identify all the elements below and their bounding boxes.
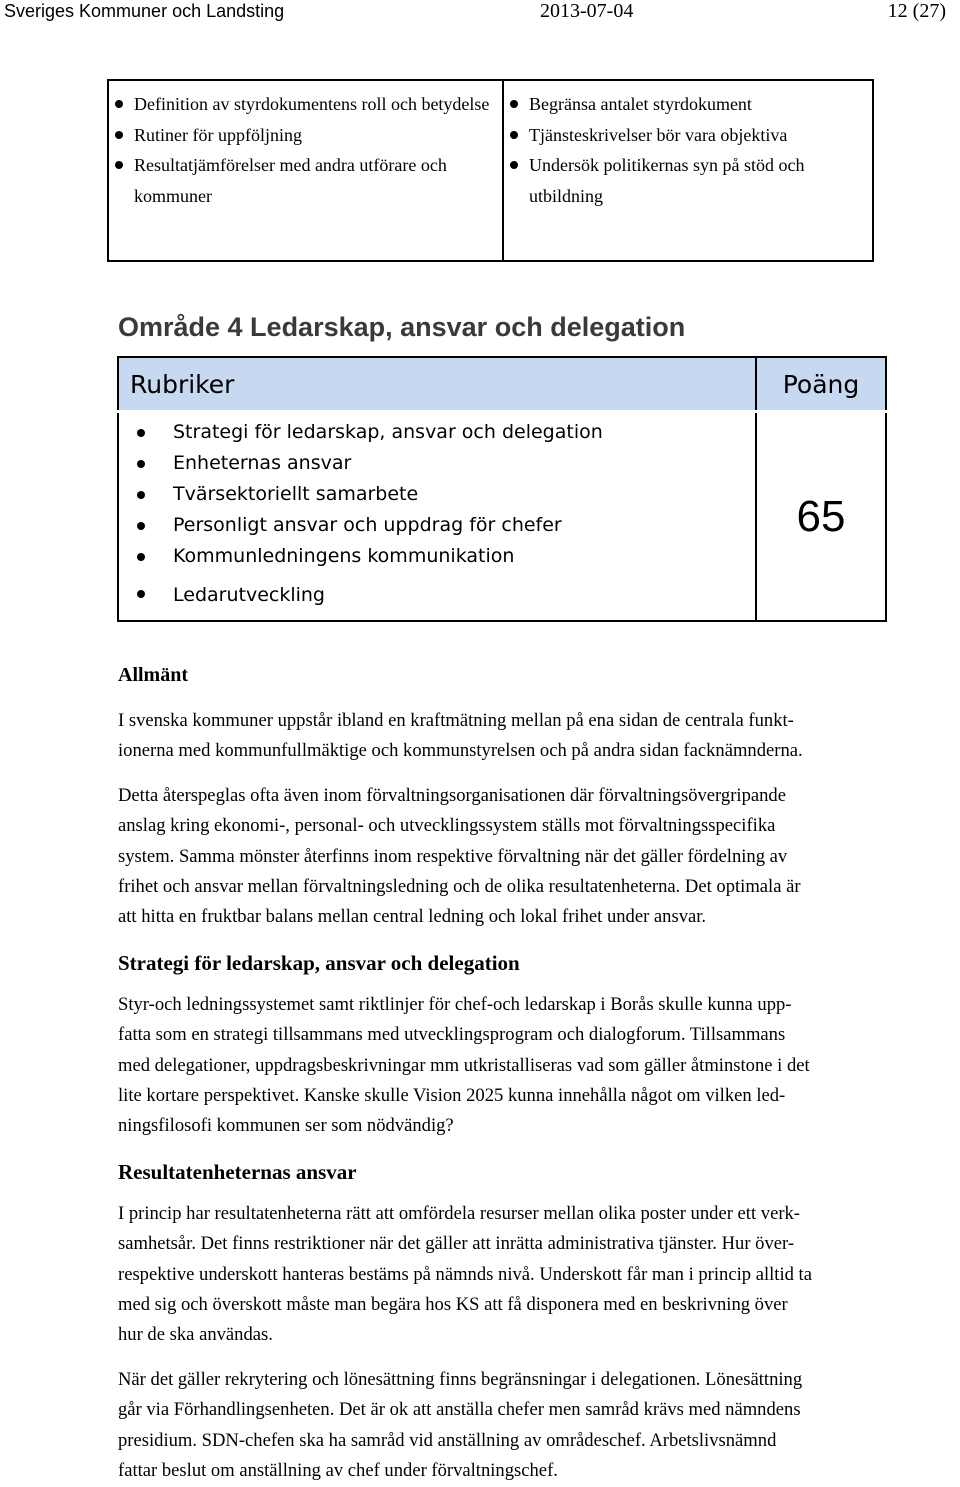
score-value: 65	[756, 412, 886, 622]
text-line: att hitta en fruktbar balans mellan central ledning och lokal frihet under ansvar.	[118, 906, 707, 928]
text-line: med sig och överskott måste man begära hos KS att få disponera med en beskrivning över	[118, 1293, 788, 1315]
list-item: Undersök politikernas syn på stöd och utbildning	[504, 150, 866, 211]
list-item: Tjänsteskrivelser bör vara objektiva	[504, 120, 866, 151]
text-line: ionerna med kommunfullmäktige och kommunstyrelsen och på andra sidan facknämnderna.	[118, 740, 803, 762]
text-line: presidium. SDN-chefen ska ha samråd vid anställning av områdeschef. Arbetslivsnämnd	[118, 1429, 777, 1451]
list-item: Begränsa antalet styrdokument	[504, 89, 866, 120]
text-line: Styr-och ledningssystemet samt riktlinjer för chef-och ledarskap i Borås skulle kunna upp-	[118, 994, 792, 1015]
text-line: ningsfilosofi kommunen ser som nödvändig?	[118, 1115, 454, 1137]
rubriker-header: Rubriker	[118, 357, 756, 412]
heading-allmant: Allmänt	[118, 664, 188, 686]
heading-resultatenheter	[118, 1160, 357, 1185]
poang-header: Poäng	[756, 357, 886, 412]
text-line: I svenska kommuner uppstår ibland en kraftmätning mellan på ena sidan de centrala funkt-	[118, 710, 794, 731]
heading-strategi: Strategi för ledarskap, ansvar och delegation	[118, 951, 520, 975]
text-line: frihet och ansvar mellan förvaltningsledning och de olika resultatenheterna. Det optimala är	[118, 875, 801, 897]
text-line: I princip har resultatenheterna rätt att omfördela resurser mellan olika poster under ett verk-	[118, 1203, 801, 1224]
rubriker-list-cell	[118, 412, 756, 622]
list-item: Rutiner för uppföljning	[109, 120, 496, 151]
recommendations-left-cell	[108, 80, 503, 261]
text-line: hur de ska användas.	[118, 1324, 273, 1346]
text-line: samhetsår. Det finns restriktioner när det gäller att inrätta administrativa tjänster. Hur över-	[118, 1233, 795, 1255]
rubriker-table	[117, 356, 887, 622]
text-line: När det gäller rekrytering och lönesättning finns begränsningar i delegationen. Lönesättning	[118, 1369, 803, 1390]
paragraph-allmant-2	[118, 781, 960, 932]
list-item: Kommunledningens kommunikation	[120, 541, 754, 572]
area-title: Område 4 Ledarskap, ansvar och delegation	[118, 312, 686, 342]
list-item: Enheternas ansvar	[120, 448, 754, 479]
paragraph-strategi	[118, 990, 960, 1141]
list-item: Resultatjämförelser med andra utförare och kommuner	[109, 150, 496, 211]
text-line: system. Samma mönster återfinns inom respektive förvaltning när det gäller fördelning av	[118, 845, 788, 867]
list-item: Personligt ansvar och uppdrag för chefer	[120, 510, 754, 541]
heading-text: Resultatenheternas ansvar	[118, 1160, 357, 1184]
list-item: Tvärsektoriellt samarbete	[120, 479, 754, 510]
list-item: Ledarutveckling	[120, 572, 754, 612]
paragraph-result-1	[118, 1199, 960, 1350]
text-line: går via Förhandlingsenheten. Det är ok att anställa chefer men samråd krävs med nämndens	[118, 1399, 801, 1421]
header-page-number: 12 (27)	[887, 0, 946, 22]
recommendations-table	[107, 79, 874, 262]
text-line: lite kortare perspektivet. Kanske skulle Vision 2025 kunna innehålla något om vilken led-	[118, 1084, 786, 1106]
list-item: Definition av styrdokumentens roll och betydelse	[109, 89, 496, 120]
paragraph-allmant-1	[118, 706, 960, 767]
text-line: respektive underskott hanteras bestäms på nämnds nivå. Underskott får man i princip alltid ta	[118, 1263, 812, 1285]
text-line: fattar beslut om anställning av chef under förvaltningschef.	[118, 1459, 558, 1481]
header-org: Sveriges Kommuner och Landsting	[4, 1, 285, 21]
header-date: 2013-07-04	[540, 0, 634, 22]
text-line: fatta som en strategi tillsammans med utvecklingsprogram och dialogforum. Tillsammans	[118, 1024, 786, 1046]
text-line: Detta återspeglas ofta även inom förvaltningsorganisationen där förvaltningsövergripande	[118, 785, 786, 806]
text-line: anslag kring ekonomi-, personal- och utvecklingssystem ställs mot förvaltningsspecifika	[118, 815, 776, 837]
page-header	[0, 0, 960, 26]
recommendations-right-cell	[503, 80, 873, 261]
text-line: med delegationer, uppdragsbeskrivningar mm utkristalliseras vad som gäller åtminstone i det	[118, 1054, 810, 1076]
paragraph-result-2	[118, 1365, 960, 1486]
list-item: Strategi för ledarskap, ansvar och delegation	[120, 417, 754, 448]
